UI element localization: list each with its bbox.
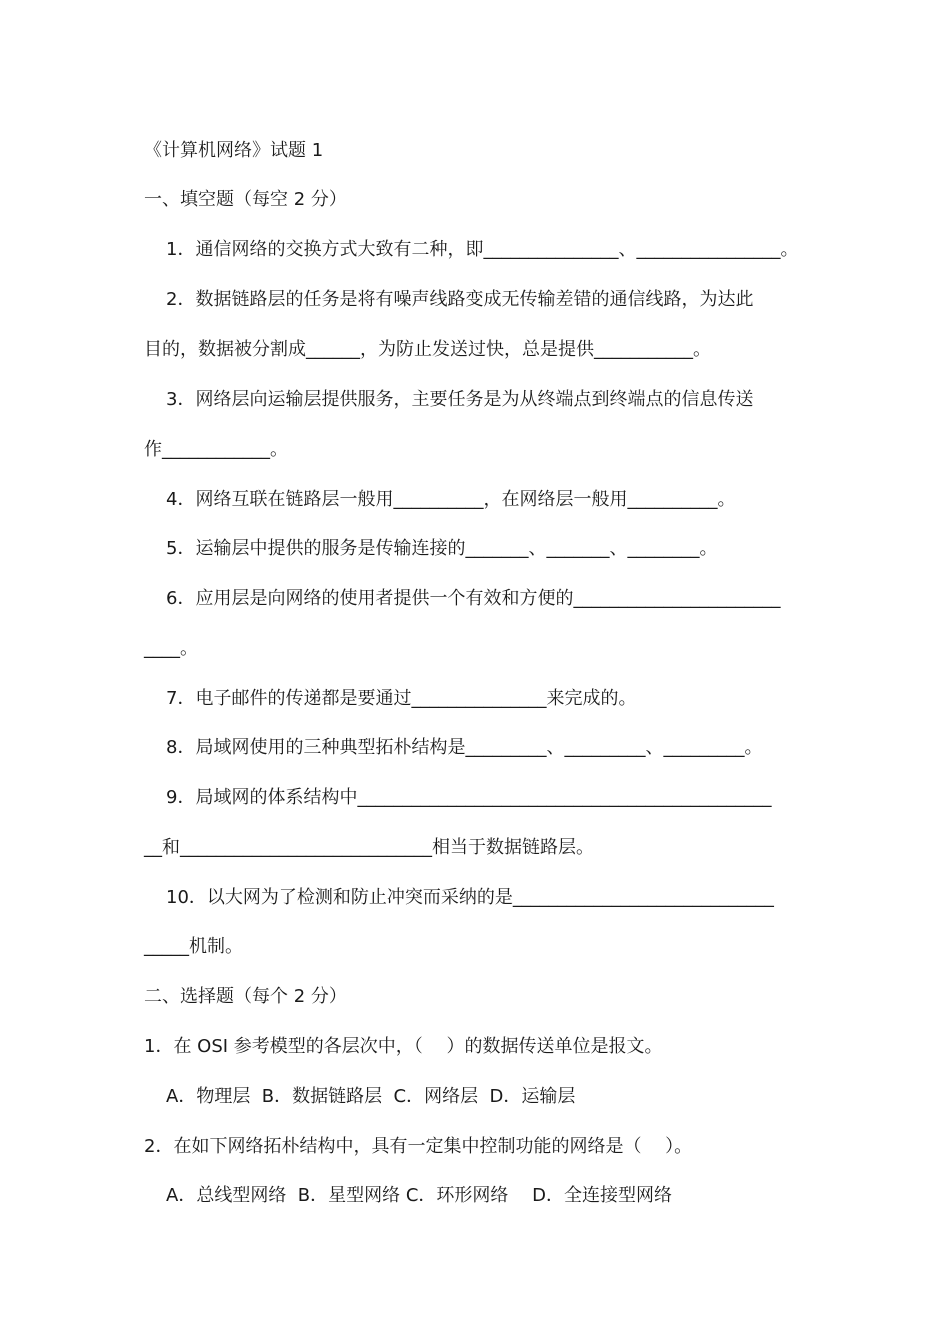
choice-q2: 2．在如下网络拓朴结构中，具有一定集中控制功能的网络是（ ）。 — [144, 1136, 693, 1157]
fill-blank-q6: 6．应用层是向网络的使用者提供一个有效和方便的_______________________ — [166, 588, 781, 609]
fill-blank-q9-cont: __和____________________________相当于数据链路层。 — [144, 837, 594, 858]
exam-title: 《计算机网络》试题 1 — [144, 140, 324, 161]
fill-blank-q2: 2．数据链路层的任务是将有噪声线路变成无传输差错的通信线路，为达此 — [166, 289, 754, 310]
fill-blank-q6-cont: ____。 — [144, 638, 198, 659]
choice-q1-options: A．物理层 B．数据链路层 C．网络层 D．运输层 — [166, 1086, 576, 1107]
fill-blank-q2-cont: 目的，数据被分割成______，为防止发送过快，总是提供___________。 — [144, 339, 711, 360]
fill-blank-q10-cont: _____机制。 — [144, 936, 243, 957]
section-heading-choice: 二、选择题（每个 2 分） — [144, 986, 347, 1007]
choice-q2-options: A．总线型网络 B．星型网络 C．环形网络 D．全连接型网络 — [166, 1185, 672, 1206]
choice-q1: 1．在 OSI 参考模型的各层次中，（ ）的数据传送单位是报文。 — [144, 1036, 663, 1057]
fill-blank-q3: 3．网络层向运输层提供服务，主要任务是为从终端点到终端点的信息传送 — [166, 389, 754, 410]
fill-blank-q7: 7．电子邮件的传递都是要通过_______________来完成的。 — [166, 688, 637, 709]
fill-blank-q9: 9．局域网的体系结构中______________________________________________ — [166, 787, 772, 808]
fill-blank-q4: 4．网络互联在链路层一般用__________，在网络层一般用__________。 — [166, 489, 736, 510]
fill-blank-q5: 5．运输层中提供的服务是传输连接的_______、_______、________。 — [166, 538, 718, 559]
fill-blank-q1: 1．通信网络的交换方式大致有二种，即_______________、________________。 — [166, 239, 799, 260]
fill-blank-q10: 10．以大网为了检测和防止冲突而采纳的是_____________________________ — [166, 887, 774, 908]
fill-blank-q8: 8．局域网使用的三种典型拓朴结构是_________、_________、_________。 — [166, 737, 763, 758]
section-heading-fill-blank: 一、填空题（每空 2 分） — [144, 189, 347, 210]
fill-blank-q3-cont: 作____________。 — [144, 439, 288, 460]
